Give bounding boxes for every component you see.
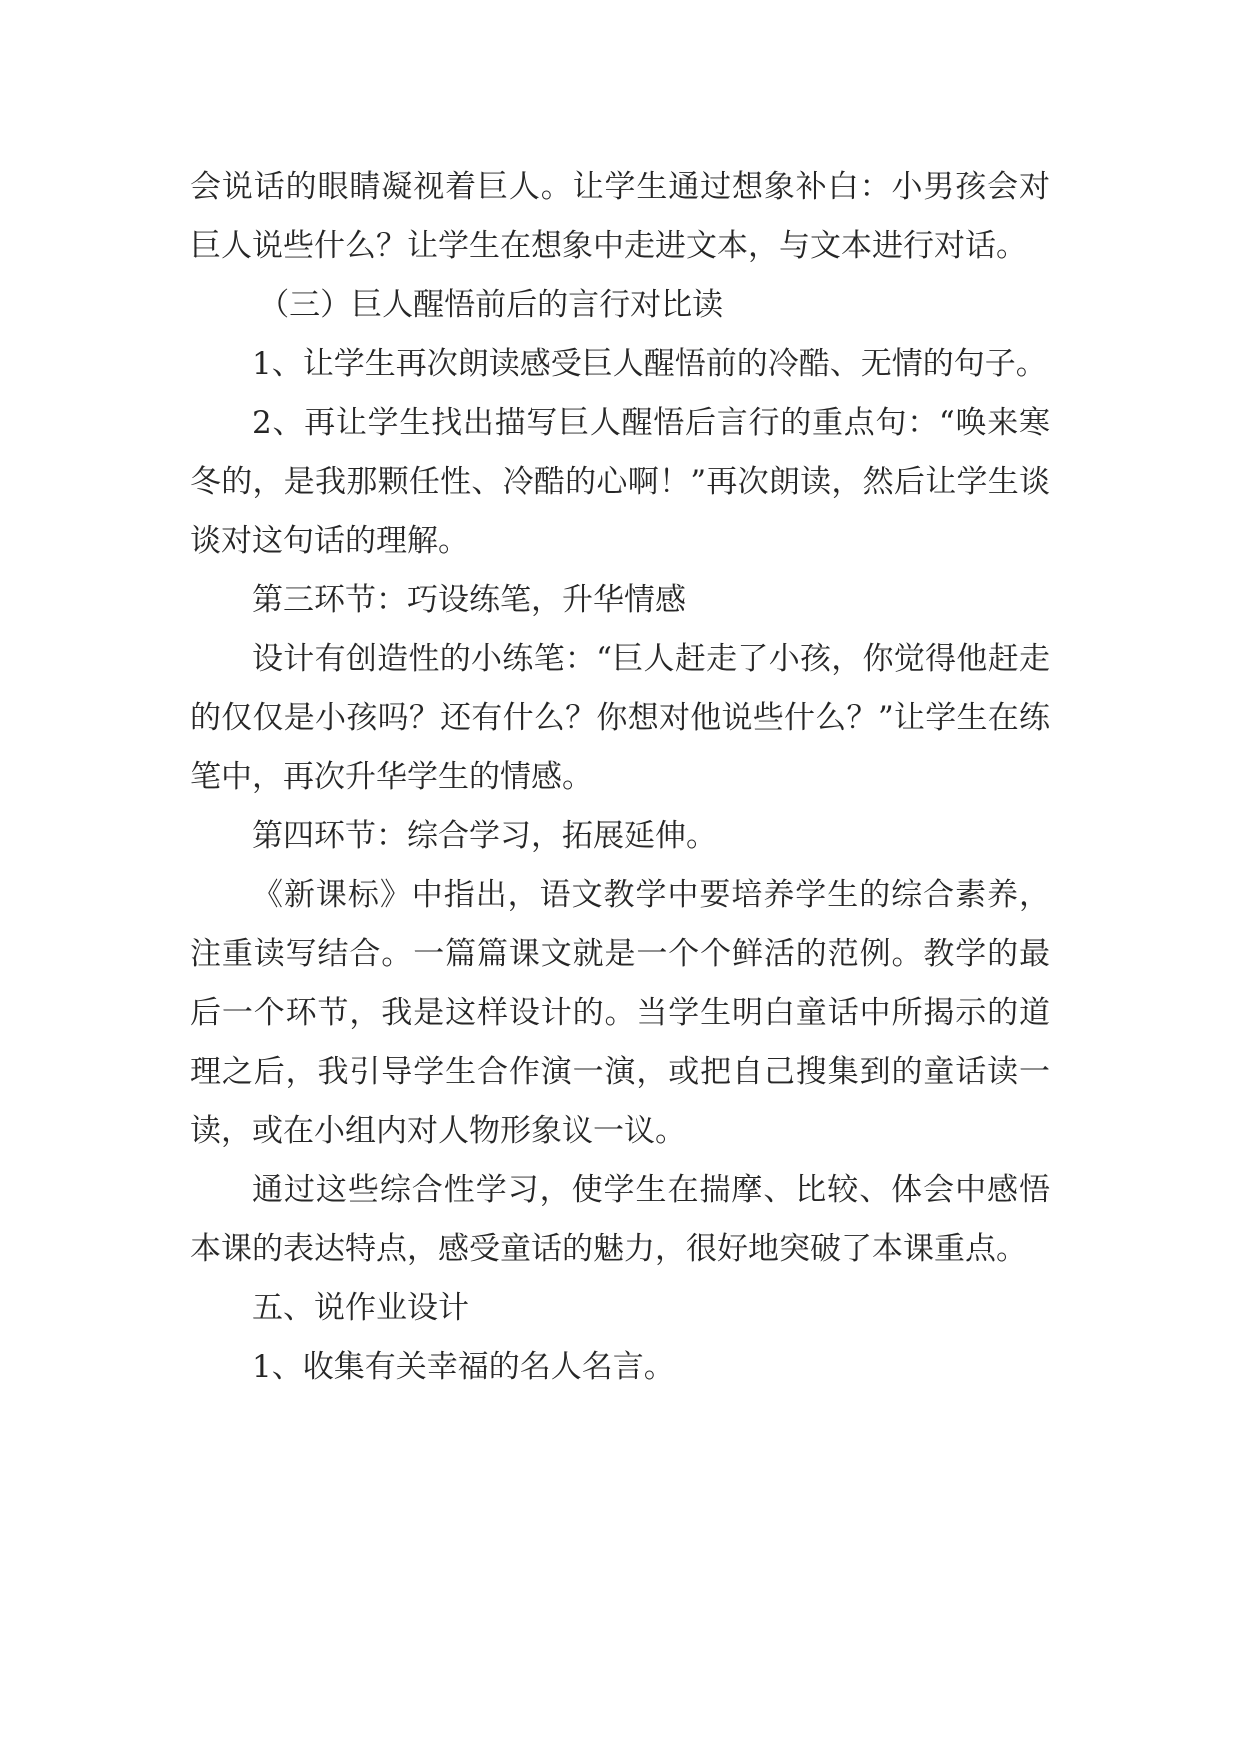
paragraph-summary: 通过这些综合性学习，使学生在揣摩、比较、体会中感悟本课的表达特点，感受童话的魅力，很好地突破了本课重点。: [190, 1172, 1050, 1267]
paragraph-step-1: 1、让学生再次朗读感受巨人醒悟前的冷酷、无情的句子。: [252, 346, 1047, 382]
paragraph-writing-exercise: 设计有创造性的小练笔：“巨人赶走了小孩，你觉得他赶走的仅仅是小孩吗？还有什么？你想对他说些什么？”让学生在练笔中，再次升华学生的情感。: [190, 641, 1050, 795]
document-body: [190, 158, 1050, 1397]
section-heading-three: （三）巨人醒悟前后的言行对比读: [258, 287, 724, 323]
section-heading-link-3: 第三环节：巧设练笔，升华情感: [252, 582, 686, 618]
paragraph-homework-1: 1、收集有关幸福的名人名言。: [252, 1349, 675, 1385]
section-heading-link-4: 第四环节：综合学习，拓展延伸。: [252, 818, 717, 854]
section-heading-homework: 五、说作业设计: [252, 1290, 469, 1326]
paragraph-step-2: 2、再让学生找出描写巨人醒悟后言行的重点句：“唤来寒冬的，是我那颗任性、冷酷的心啊！”再次朗读，然后让学生谈谈对这句话的理解。: [190, 405, 1050, 559]
paragraph-curriculum: 《新课标》中指出，语文教学中要培养学生的综合素养，注重读写结合。一篇篇课文就是一个个鲜活的范例。教学的最后一个环节，我是这样设计的。当学生明白童话中所揭示的道理之后，我引导学生合作演一演，或把自己搜集到的童话读一读，或在小组内对人物形象议一议。: [190, 877, 1050, 1149]
paragraph-continuation: 会说话的眼睛凝视着巨人。让学生通过想象补白：小男孩会对巨人说些什么？让学生在想象中走进文本，与文本进行对话。: [190, 169, 1050, 264]
